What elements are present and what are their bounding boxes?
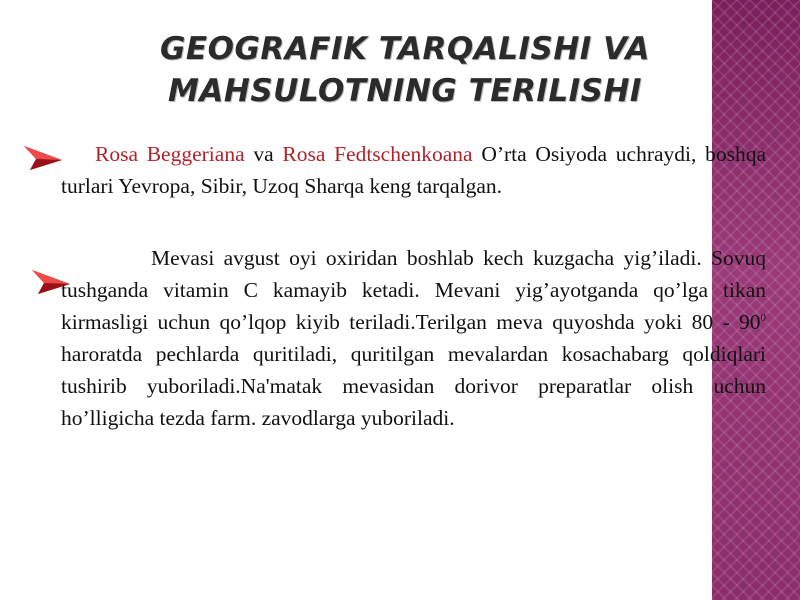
slide-title <box>110 28 700 112</box>
paragraph-distribution <box>61 138 766 202</box>
harvesting-text-before: Mevasi avgust oyi oxiridan boshlab kech kuzgacha yig’iladi. Sovuq tushganda vitamin C kamayib ketadi. Mevani yig’ayotganda qo’lga tikan kirmasligi uchun qo’lqop kiyib teriladi.Terilgan meva quyoshda yoki 80 - 90 <box>61 246 766 334</box>
paragraph-harvesting <box>61 242 766 434</box>
distribution-text: O’rta Osiyoda uchraydi, boshqa turlari Yevropa, Sibir, Uzoq Sharqa keng tarqalgan. <box>61 142 766 198</box>
red-arrow-icon <box>22 144 64 172</box>
title-line-2: MAHSULOTNING TERILISHI <box>168 73 642 109</box>
species-name-beggeriana: Rosa Beggeriana <box>95 142 245 166</box>
title-line-1: GEOGRAFIK TARQALISHI VA <box>159 31 651 67</box>
species-name-fedtschenkoana: Rosa Fedtschenkoana <box>282 142 473 166</box>
connector-text: va <box>244 142 283 166</box>
harvesting-text-after: haroratda pechlarda quritiladi, quritilgan mevalardan kosachabarg qoldiqlari tushirib yuboriladi.Na'matak mevasidan dorivor preparatlar olish uchun ho’lligicha tezda farm. zavodlarga yuboriladi. <box>61 342 766 430</box>
degree-superscript: 0 <box>760 311 766 324</box>
